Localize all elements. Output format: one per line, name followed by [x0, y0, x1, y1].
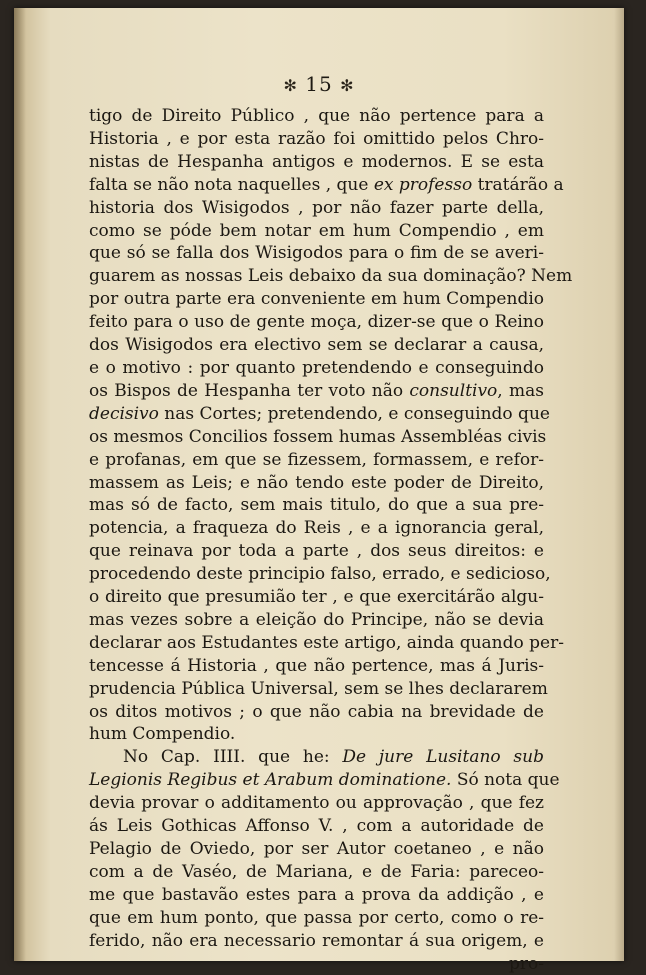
- text-segment: devia provar o additamento ou approvação , que fez: [89, 793, 544, 814]
- text-segment: declarar aos Estudantes este artigo, ainda quando per-: [89, 632, 564, 653]
- text-line: [89, 334, 544, 357]
- text-segment: procedendo deste principio falso, errado, e sedicioso,: [89, 564, 551, 585]
- text-line: [89, 540, 544, 563]
- text-segment: feito para o uso de gente moça, dizer-se que o Reino: [89, 312, 544, 333]
- text-line: [89, 426, 547, 449]
- text-line: [89, 655, 544, 678]
- text-line: [89, 288, 544, 311]
- text-line: [89, 792, 544, 815]
- text-segment: me que bastavão estes para a prova da addição , e: [89, 884, 544, 905]
- text-line: [89, 632, 564, 655]
- text-line: [89, 311, 544, 334]
- page-edge: [614, 8, 624, 961]
- text-line: [89, 769, 560, 792]
- text-segment: prudencia Pública Universal, sem se lhes declararem: [89, 678, 548, 699]
- text-line: [89, 472, 544, 495]
- text-segment: e profanas, em que se fizessem, formassem, e refor-: [89, 449, 544, 470]
- page-header: [14, 72, 624, 96]
- body-text: [89, 105, 573, 975]
- text-segment: os Bispos de Hespanha ter voto não: [89, 380, 410, 401]
- text-line: [89, 838, 544, 861]
- text-segment: hum Compendio.: [89, 724, 236, 745]
- text-segment: historia dos Wisigodos , por não fazer parte della,: [89, 197, 544, 218]
- text-segment: os mesmos Concilios fossem humas Assembléas civis: [89, 426, 547, 447]
- text-line: [89, 723, 544, 746]
- text-segment: guarem as nossas Leis debaixo da sua dominação? Nem: [89, 266, 573, 287]
- text-segment: , mas: [497, 380, 544, 401]
- text-line: [89, 174, 564, 197]
- text-segment: pro-: [509, 953, 544, 974]
- text-segment: nistas de Hespanha antigos e modernos. E se esta: [89, 151, 544, 172]
- text-segment: mas vezes sobre a eleição do Principe, não se devia: [89, 609, 544, 630]
- italic-text: ex professo: [373, 174, 473, 195]
- text-line: [89, 953, 544, 975]
- text-segment: Historia , e por esta razão foi omittido pelos Chro-: [89, 128, 544, 149]
- text-segment: Só nota que: [451, 770, 560, 791]
- text-line: [89, 242, 544, 265]
- italic-text: Legionis Regibus et Arabum dominatione.: [89, 770, 452, 791]
- italic-text: De jure Lusitano sub: [342, 747, 544, 768]
- text-line: [89, 586, 544, 609]
- book-page: [14, 8, 624, 974]
- text-line: [89, 678, 548, 701]
- text-line: [89, 449, 544, 472]
- text-line: [89, 861, 544, 884]
- text-segment: como se póde bem notar em hum Compendio , em: [89, 220, 544, 241]
- text-segment: potencia, a fraqueza do Reis , e a ignorancia geral,: [89, 518, 544, 539]
- text-segment: tigo de Direito Público , que não pertence para a: [89, 106, 544, 126]
- text-segment: os ditos motivos ; o que não cabia na brevidade de: [89, 701, 544, 722]
- text-segment: mas só de facto, sem mais titulo, do que a sua pre-: [89, 495, 544, 516]
- text-line: [89, 220, 544, 243]
- italic-text: decisivo: [89, 403, 159, 424]
- text-line: [89, 930, 544, 953]
- text-segment: e o motivo : por quanto pretendendo e conseguindo: [89, 357, 544, 378]
- text-segment: massem as Leis; e não tendo este poder de Direito,: [89, 472, 544, 493]
- text-line: [89, 197, 544, 220]
- text-segment: por outra parte era conveniente em hum Compendio: [89, 289, 544, 310]
- text-line: [89, 701, 544, 724]
- text-segment: falta se não nota naquelles , que: [89, 174, 374, 195]
- text-segment: que em hum ponto, que passa por certo, como o re-: [89, 907, 544, 928]
- page-number: 15: [305, 72, 333, 96]
- text-line: [89, 494, 544, 517]
- text-line: [89, 128, 544, 151]
- text-line: [89, 380, 544, 403]
- text-line: [89, 907, 544, 930]
- text-segment: ferido, não era necessario remontar á sua origem, e: [89, 930, 544, 951]
- text-segment: o direito que presumião ter , e que exercitárão algu-: [89, 587, 544, 608]
- text-line: [89, 609, 544, 632]
- text-line: [89, 265, 573, 288]
- ornament-right-icon: ✻: [340, 76, 355, 95]
- text-segment: que só se falla dos Wisigodos para o fim de se averi-: [89, 243, 544, 264]
- text-segment: com a de Vaséo, de Mariana, e de Faria: pareceo-: [89, 861, 544, 882]
- text-line: [89, 517, 544, 540]
- text-line: [89, 563, 551, 586]
- italic-text: consultivo: [409, 380, 498, 401]
- text-segment: dos Wisigodos era electivo sem se declarar a causa,: [89, 335, 544, 356]
- text-segment: No Cap. IIII. que he:: [123, 747, 343, 768]
- text-segment: que reinava por toda a parte , dos seus direitos: e: [89, 541, 544, 562]
- text-segment: ás Leis Gothicas Affonso V. , com a autoridade de: [89, 816, 544, 837]
- text-segment: Pelagio de Oviedo, por ser Autor coetaneo , e não: [89, 839, 544, 859]
- text-segment: nas Cortes; pretendendo, e conseguindo que: [158, 403, 550, 424]
- text-line: [89, 403, 550, 426]
- text-line: [89, 105, 544, 128]
- text-line: [89, 357, 544, 380]
- page-gutter: [14, 8, 26, 961]
- ornament-left-icon: ✻: [283, 76, 298, 95]
- text-line: [89, 884, 544, 907]
- text-segment: tratárão a: [472, 174, 564, 195]
- text-line: [89, 151, 544, 174]
- text-line: [89, 746, 544, 769]
- text-segment: tencesse á Historia , que não pertence, mas á Juris-: [89, 655, 544, 676]
- text-line: [89, 815, 544, 838]
